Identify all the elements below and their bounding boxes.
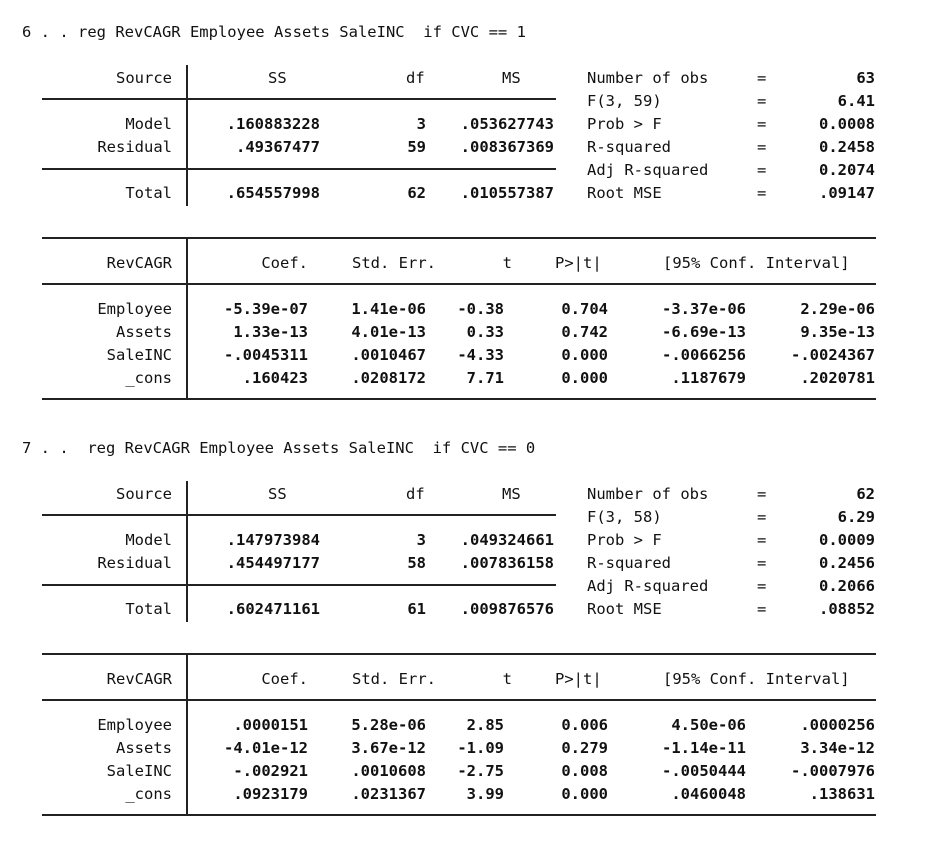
anova-ss: .49367477 xyxy=(236,138,320,156)
coef-var: Employee xyxy=(97,716,172,734)
anova-header-ss: SS xyxy=(268,485,287,503)
rule xyxy=(42,653,876,655)
stat-value: 6.41 xyxy=(837,92,875,110)
anova-df: 3 xyxy=(416,115,426,133)
stat-eq: = xyxy=(757,161,767,179)
stat-label: F(3, 58) xyxy=(587,508,662,526)
stat-value: 0.2074 xyxy=(819,161,875,179)
coef-se: 4.01e-13 xyxy=(351,323,426,341)
anova-ss: .454497177 xyxy=(226,554,320,572)
regression-block-7 xyxy=(0,416,947,838)
anova-ss: .654557998 xyxy=(226,184,320,202)
stat-label: Prob > F xyxy=(587,115,662,133)
coef-value: .160423 xyxy=(242,369,308,387)
stat-eq: = xyxy=(757,92,767,110)
rule xyxy=(186,238,188,399)
stat-value: 62 xyxy=(856,485,875,503)
coef-ci-high: 9.35e-13 xyxy=(800,323,875,341)
anova-header-df: df xyxy=(406,69,425,87)
coef-ci-low: -.0050444 xyxy=(662,762,746,780)
coef-se: 5.28e-06 xyxy=(351,716,426,734)
coef-var: _cons xyxy=(125,369,172,387)
coef-ci-low: -1.14e-11 xyxy=(662,739,746,757)
stat-value: 0.2458 xyxy=(819,138,875,156)
coef-ci-low: .0460048 xyxy=(671,785,746,803)
stat-eq: = xyxy=(757,508,767,526)
coef-p: 0.704 xyxy=(561,300,608,318)
command-line: 6 . . reg RevCAGR Employee Assets SaleINC if CVC == 1 xyxy=(22,23,526,41)
stat-eq: = xyxy=(757,600,767,618)
anova-header-ms: MS xyxy=(502,69,521,87)
anova-header-ms: MS xyxy=(502,485,521,503)
coef-ci-high: -.0024367 xyxy=(791,346,875,364)
coef-se: .0231367 xyxy=(351,785,426,803)
anova-df: 61 xyxy=(407,600,426,618)
stat-label: Prob > F xyxy=(587,531,662,549)
anova-ss: .160883228 xyxy=(226,115,320,133)
anova-source: Total xyxy=(125,600,172,618)
coef-header-se: Std. Err. xyxy=(352,670,436,688)
stat-eq: = xyxy=(757,69,767,87)
coef-header-t: t xyxy=(502,670,512,688)
coef-header-p: P>|t| xyxy=(555,254,602,272)
stat-value: 0.2066 xyxy=(819,577,875,595)
rule xyxy=(186,65,188,206)
coef-p: 0.006 xyxy=(561,716,608,734)
stat-label: Adj R-squared xyxy=(587,577,709,595)
coef-var: Employee xyxy=(97,300,172,318)
stat-eq: = xyxy=(757,531,767,549)
coef-t: -2.75 xyxy=(457,762,504,780)
stat-label: Root MSE xyxy=(587,184,662,202)
anova-ms: .009876576 xyxy=(460,600,554,618)
stat-eq: = xyxy=(757,554,767,572)
coef-value: -.0045311 xyxy=(224,346,308,364)
coef-value: -.002921 xyxy=(233,762,308,780)
coef-se: .0208172 xyxy=(351,369,426,387)
coef-t: 2.85 xyxy=(466,716,504,734)
coef-se: .0010608 xyxy=(351,762,426,780)
anova-source: Model xyxy=(125,531,172,549)
stat-eq: = xyxy=(757,138,767,156)
coef-p: 0.000 xyxy=(561,346,608,364)
stat-label: F(3, 59) xyxy=(587,92,662,110)
coef-ci-high: 3.34e-12 xyxy=(800,739,875,757)
rule xyxy=(42,168,556,170)
anova-ss: .602471161 xyxy=(226,600,320,618)
anova-header-ss: SS xyxy=(268,69,287,87)
coef-var: _cons xyxy=(125,785,172,803)
coef-header-var: RevCAGR xyxy=(106,254,172,272)
anova-df: 59 xyxy=(407,138,426,156)
anova-source: Residual xyxy=(97,554,172,572)
coef-t: 3.99 xyxy=(466,785,504,803)
rule xyxy=(42,584,556,586)
coef-header-coef: Coef. xyxy=(261,254,308,272)
stat-eq: = xyxy=(757,184,767,202)
stat-eq: = xyxy=(757,577,767,595)
coef-header-coef: Coef. xyxy=(261,670,308,688)
rule xyxy=(186,481,188,622)
coef-var: Assets xyxy=(116,739,172,757)
coef-ci-high: -.0007976 xyxy=(791,762,875,780)
coef-t: -4.33 xyxy=(457,346,504,364)
anova-ms: .007836158 xyxy=(460,554,554,572)
anova-header-source: Source xyxy=(116,69,172,87)
coef-value: -4.01e-12 xyxy=(224,739,308,757)
coef-t: 0.33 xyxy=(466,323,504,341)
stat-value: 63 xyxy=(856,69,875,87)
coef-t: -1.09 xyxy=(457,739,504,757)
coef-ci-high: .2020781 xyxy=(800,369,875,387)
coef-header-var: RevCAGR xyxy=(106,670,172,688)
coef-p: 0.000 xyxy=(561,369,608,387)
rule xyxy=(42,283,876,285)
anova-ms: .053627743 xyxy=(460,115,554,133)
stat-label: Number of obs xyxy=(587,69,709,87)
anova-source: Residual xyxy=(97,138,172,156)
stat-label: R-squared xyxy=(587,138,671,156)
coef-ci-high: 2.29e-06 xyxy=(800,300,875,318)
coef-header-p: P>|t| xyxy=(555,670,602,688)
coef-ci-high: .0000256 xyxy=(800,716,875,734)
stat-label: Root MSE xyxy=(587,600,662,618)
coef-header-ci: [95% Conf. Interval] xyxy=(663,670,850,688)
stat-label: Number of obs xyxy=(587,485,709,503)
coef-value: 1.33e-13 xyxy=(233,323,308,341)
stat-value: 6.29 xyxy=(837,508,875,526)
coef-value: -5.39e-07 xyxy=(224,300,308,318)
coef-ci-low: .1187679 xyxy=(671,369,746,387)
coef-se: 1.41e-06 xyxy=(351,300,426,318)
coef-value: .0000151 xyxy=(233,716,308,734)
coef-var: SaleINC xyxy=(106,762,172,780)
anova-ms: .010557387 xyxy=(460,184,554,202)
stat-value: .09147 xyxy=(819,184,875,202)
stat-label: Adj R-squared xyxy=(587,161,709,179)
coef-t: -0.38 xyxy=(457,300,504,318)
coef-se: 3.67e-12 xyxy=(351,739,426,757)
coef-ci-low: -3.37e-06 xyxy=(662,300,746,318)
anova-source: Total xyxy=(125,184,172,202)
anova-df: 62 xyxy=(407,184,426,202)
rule xyxy=(42,237,876,239)
stat-eq: = xyxy=(757,115,767,133)
anova-ss: .147973984 xyxy=(226,531,320,549)
stat-value: .08852 xyxy=(819,600,875,618)
anova-header-df: df xyxy=(406,485,425,503)
anova-source: Model xyxy=(125,115,172,133)
rule xyxy=(42,699,876,701)
coef-ci-low: 4.50e-06 xyxy=(671,716,746,734)
rule xyxy=(42,514,556,516)
coef-se: .0010467 xyxy=(351,346,426,364)
stat-value: 0.2456 xyxy=(819,554,875,572)
rule xyxy=(42,814,876,816)
coef-header-se: Std. Err. xyxy=(352,254,436,272)
stat-label: R-squared xyxy=(587,554,671,572)
coef-t: 7.71 xyxy=(466,369,504,387)
anova-ms: .049324661 xyxy=(460,531,554,549)
coef-var: Assets xyxy=(116,323,172,341)
coef-ci-high: .138631 xyxy=(809,785,875,803)
rule xyxy=(42,398,876,400)
coef-header-t: t xyxy=(502,254,512,272)
stat-eq: = xyxy=(757,485,767,503)
anova-header-source: Source xyxy=(116,485,172,503)
coef-var: SaleINC xyxy=(106,346,172,364)
anova-ms: .008367369 xyxy=(460,138,554,156)
rule xyxy=(186,654,188,815)
coef-value: .0923179 xyxy=(233,785,308,803)
coef-ci-low: -.0066256 xyxy=(662,346,746,364)
coef-ci-low: -6.69e-13 xyxy=(662,323,746,341)
coef-header-ci: [95% Conf. Interval] xyxy=(663,254,850,272)
coef-p: 0.008 xyxy=(561,762,608,780)
command-line: 7 . . reg RevCAGR Employee Assets SaleINC if CVC == 0 xyxy=(22,439,536,457)
coef-p: 0.279 xyxy=(561,739,608,757)
anova-df: 3 xyxy=(416,531,426,549)
stat-value: 0.0008 xyxy=(819,115,875,133)
anova-df: 58 xyxy=(407,554,426,572)
rule xyxy=(42,98,556,100)
stat-value: 0.0009 xyxy=(819,531,875,549)
coef-p: 0.742 xyxy=(561,323,608,341)
coef-p: 0.000 xyxy=(561,785,608,803)
